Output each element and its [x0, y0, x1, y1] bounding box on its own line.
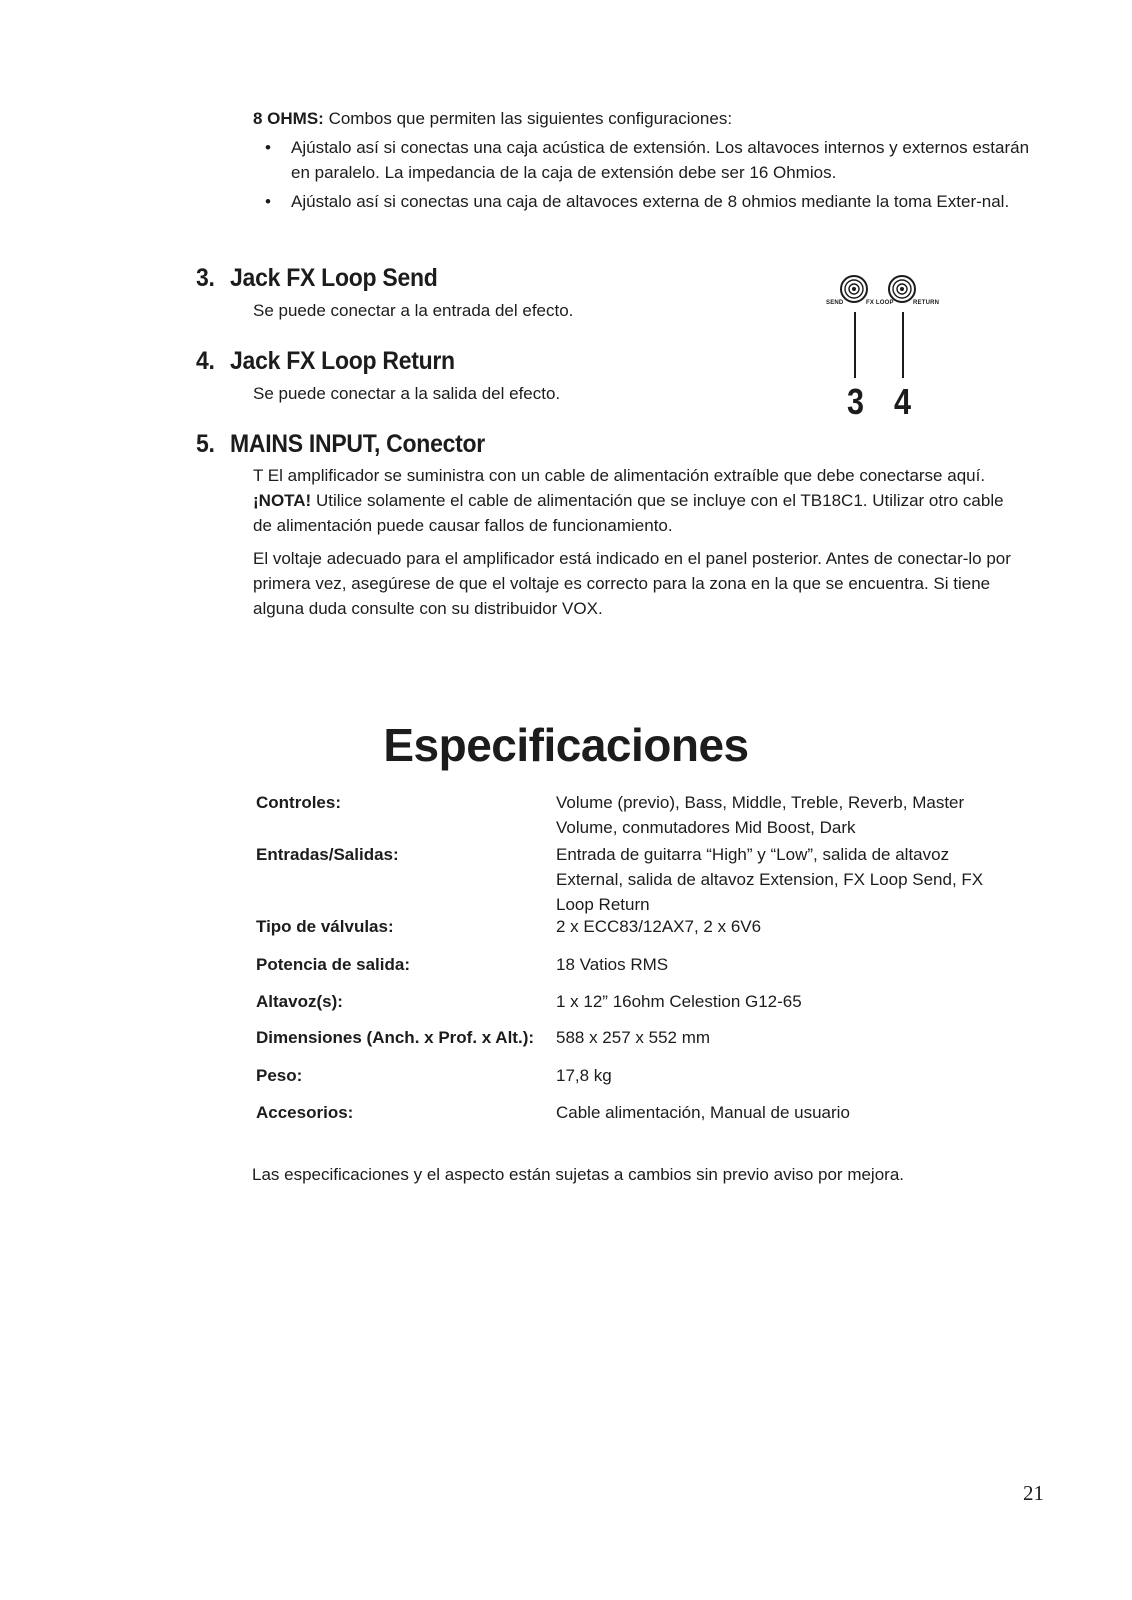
send-label: SEND	[826, 300, 844, 306]
spec-value: 588 x 257 x 552 mm	[556, 1028, 711, 1047]
spec-label: Potencia de salida:	[256, 955, 410, 974]
section-desc-fx-return: Se puede conectar a la salida del efecto.	[253, 384, 561, 403]
bullet-text: Ajústalo así si conectas una caja acústica de extensión. Los altavoces internos y externos estarán en paralelo. La impedancia de la caja de extensión debe ser 16 Ohmios.	[291, 138, 1030, 182]
spec-value: Entrada de guitarra “High” y “Low”, salida de altavoz External, salida de altavoz Extension, FX Loop Send, FX Loop Return	[556, 845, 984, 914]
bullet-icon: •	[265, 192, 271, 211]
section-desc-fx-send: Se puede conectar a la entrada del efecto.	[253, 301, 574, 320]
note-text: Utilice solamente el cable de alimentación que se incluye con el TB18C1. Utilizar otro cable de alimentación puede causar fallos de funcionamiento.	[253, 491, 1004, 535]
spec-label: Controles:	[256, 793, 341, 812]
ohms-bullet-list	[253, 135, 1033, 214]
callout-line-return	[902, 312, 904, 378]
mains-input-voltage-text: El voltaje adecuado para el amplificador está indicado en el panel posterior. Antes de conectar-lo por primera vez, asegúrese de que el voltaje es correcto para la zona en la que se encuentra. Si tiene alguna duda consulte con su distribuidor VOX.	[253, 549, 1011, 618]
mains-input-desc: T El amplificador se suministra con un cable de alimentación extraíble que debe conectarse aquí.	[253, 466, 986, 485]
spec-value: 18 Vatios RMS	[556, 955, 669, 974]
section-number: 3.	[196, 264, 215, 292]
section-heading-mains-input	[196, 429, 485, 459]
page-number: 21	[1023, 1481, 1044, 1505]
mains-input-note	[253, 488, 1023, 538]
bullet-icon: •	[265, 138, 271, 157]
section-heading-fx-return	[196, 346, 455, 376]
spec-label: Tipo de válvulas:	[256, 917, 394, 936]
ohms-label: 8 OHMS:	[253, 109, 324, 128]
section-title: Jack FX Loop Send	[230, 264, 438, 292]
list-item	[265, 189, 1033, 214]
section-number: 4.	[196, 347, 215, 375]
return-label: RETURN	[913, 300, 940, 306]
spec-value: 1 x 12” 16ohm Celestion G12-65	[556, 992, 802, 1011]
send-jack-icon	[841, 276, 867, 302]
spec-value: Cable alimentación, Manual de usuario	[556, 1103, 850, 1122]
fx-loop-label: FX LOOP	[866, 300, 894, 306]
return-jack-icon	[889, 276, 915, 302]
ohms-intro-text: Combos que permiten las siguientes configuraciones:	[323, 109, 733, 128]
list-item	[265, 135, 1033, 185]
spec-value: Volume (previo), Bass, Middle, Treble, Reverb, Master Volume, conmutadores Mid Boost, Dark	[556, 793, 965, 837]
specs-title: Especificaciones	[383, 719, 749, 771]
ohms-intro	[253, 106, 1033, 131]
spec-value: 2 x ECC83/12AX7, 2 x 6V6	[556, 917, 762, 936]
ohms-section	[253, 106, 1033, 218]
callout-line-send	[854, 312, 856, 378]
section-title: MAINS INPUT, Conector	[230, 430, 485, 458]
spec-label: Dimensiones (Anch. x Prof. x Alt.):	[256, 1028, 535, 1047]
spec-label: Entradas/Salidas:	[256, 845, 399, 864]
section-number: 5.	[196, 430, 215, 458]
spec-label: Accesorios:	[256, 1103, 354, 1122]
spec-label: Altavoz(s):	[256, 992, 343, 1011]
section-heading-fx-send	[196, 263, 438, 293]
spec-value: 17,8 kg	[556, 1066, 612, 1085]
specs-disclaimer: Las especificaciones y el aspecto están sujetas a cambios sin previo aviso por mejora.	[252, 1165, 905, 1184]
bullet-text: Ajústalo así si conectas una caja de altavoces externa de 8 ohmios mediante la toma Exter-nal.	[291, 192, 1010, 211]
note-label: ¡NOTA!	[253, 491, 312, 510]
fx-loop-jack-diagram	[826, 274, 966, 434]
section-title: Jack FX Loop Return	[230, 347, 455, 375]
spec-label: Peso:	[256, 1066, 303, 1085]
mains-input-body	[253, 463, 1023, 621]
callout-number-3: 3	[847, 381, 865, 422]
callout-number-4: 4	[894, 381, 912, 422]
fx-loop-jacks-graphic	[826, 274, 966, 334]
